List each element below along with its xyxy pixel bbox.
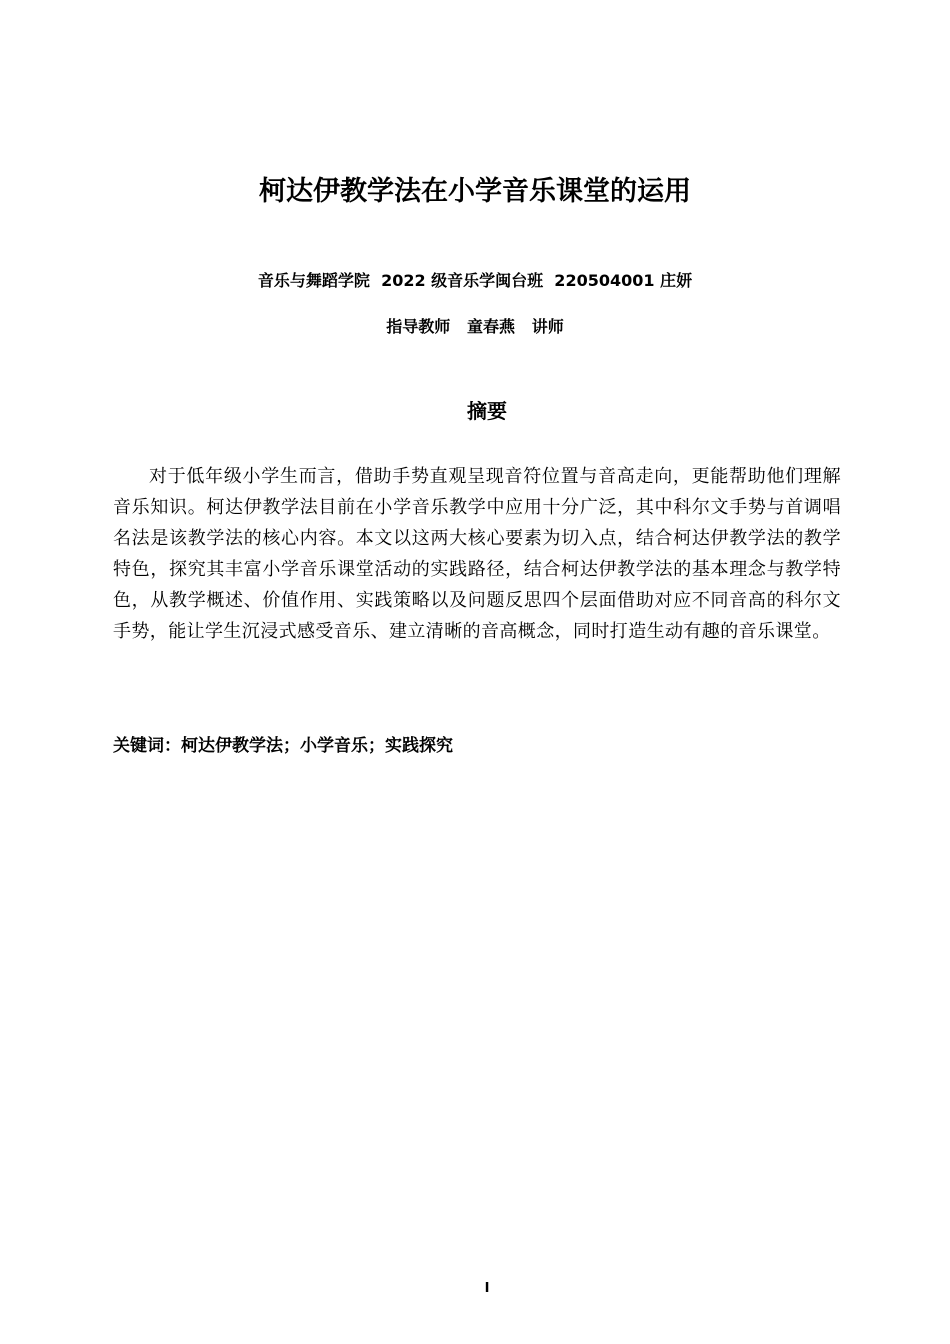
abstract-heading: 摘要 bbox=[467, 399, 507, 423]
keywords-line: 关键词：柯达伊教学法；小学音乐；实践探究 bbox=[113, 736, 453, 756]
abstract-paragraph: 对于低年级小学生而言，借助手势直观呈现音符位置与音高走向，更能帮助他们理解音乐知识。柯达伊教学法目前在小学音乐教学中应用十分广泛，其中科尔文手势与首调唱名法是该教学法的核心内容。本文以这两大核心要素为切入点，结合柯达伊教学法的教学特色，探究其丰富小学音乐课堂活动的实践路径，结合柯达伊教学法的基本理念与教学特色，从教学概述、价值作用、实践策略以及问题反思四个层面借助对应不同音高的科尔文手势，能让学生沉浸式感受音乐、建立清晰的音高概念，同时打造生动有趣的音乐课堂。 bbox=[113, 466, 841, 642]
advisor-info: 指导教师 童春燕 讲师 bbox=[386, 317, 564, 336]
author-info: 音乐与舞蹈学院 2022 级音乐学闽台班 220504001 庄妍 bbox=[257, 271, 693, 290]
document-title: 柯达伊教学法在小学音乐课堂的运用 bbox=[259, 176, 691, 207]
page-number: I bbox=[484, 1281, 490, 1296]
